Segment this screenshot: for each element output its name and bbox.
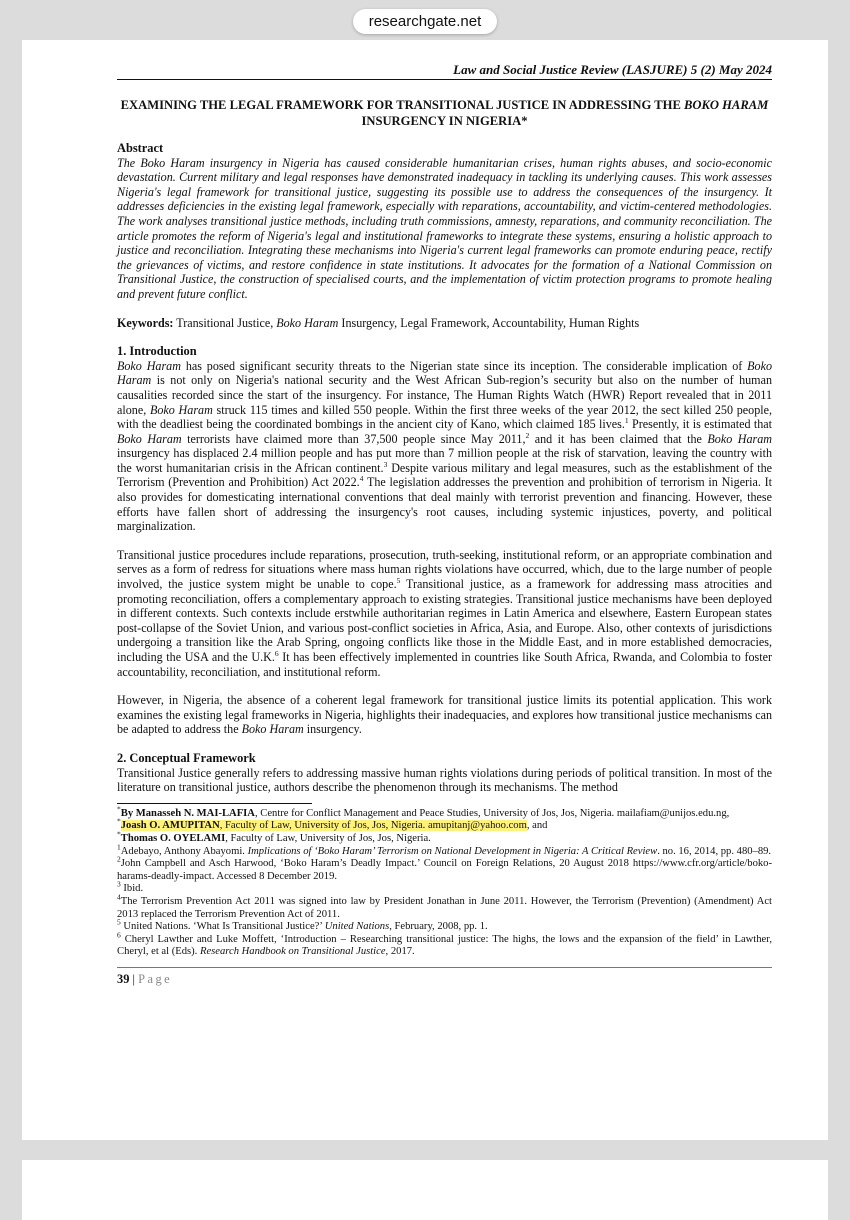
address-bar	[0, 6, 850, 36]
url-pill[interactable]: researchgate.net	[353, 9, 498, 34]
abstract-heading: Abstract	[117, 141, 164, 155]
footnote-3: $^3$ Ibid.	[117, 879, 144, 895]
footnote-author-2: *Joash O. AMUPITAN, Faculty of Law, University of Jos, Jos, Nigeria. amupitanj@yahoo.com, and	[117, 816, 548, 832]
footnote-ref-1[interactable]: 1	[624, 416, 629, 426]
footnote-1: $^1$Adebayo, Anthony Abayomi. Implications of ‘Boko Haram’ Terrorism on National Development in Nigeria: A Critical Review. no. 16, 2014, pp. 480–89.	[117, 842, 772, 857]
intro-paragraph-3: However, in Nigeria, the absence of a coherent legal framework for transitional justice limits its potential application. This work examines the existing legal frameworks in Nigeria, highlights their inadequacies, and explores how transitional justice mechanisms can be adapted to address the Boko Haram insurgency.	[117, 693, 772, 737]
footnote-ref-4[interactable]: 4	[359, 474, 364, 484]
intro-heading: 1. Introduction	[117, 344, 197, 359]
paper-body	[117, 141, 772, 986]
footnote-ref-3[interactable]: 3	[383, 459, 388, 469]
footnote-4: $^4$The Terrorism Prevention Act 2011 was signed into law by President Jonathan in June 2011. However, the Terrorism (Prevention) (Amendment) Act 2013 replaced the Terrorism Prevention Act of 2011.	[117, 892, 772, 920]
paper-title: EXAMINING THE LEGAL FRAMEWORK FOR TRANSITIONAL JUSTICE IN ADDRESSING THE BOKO HARAM INSURGENCY IN NIGERIA*	[120, 98, 769, 128]
footnote-divider	[117, 803, 312, 804]
next-page-edge	[22, 1160, 828, 1220]
journal-header: Law and Social Justice Review (LASJURE) 5 (2) May 2024	[117, 62, 772, 80]
keywords: Keywords: Transitional Justice, Boko Haram Insurgency, Legal Framework, Accountability, Human Rights	[117, 315, 640, 330]
abstract-text: The Boko Haram insurgency in Nigeria has caused considerable humanitarian crises, human rights abuses, and socio-economic devastation. Current military and legal responses have demonstrated inadequacy in tackling its underlying causes. This work assesses Nigeria's legal framework for transitional justice, suggesting its possible use to address the consequences of the insurgency. It addresses deficiencies in the existing legal framework, especially with reparations, accountability, and victim-centered methodologies. The work analyses transitional justice methods, including truth commissions, amnesty, reparations, and community reconciliation. The article promotes the reform of Nigeria's legal and institutional frameworks to integrate these systems, ensuring a holistic approach to justice and reconciliation. Integrating these mechanisms into Nigeria's current legal frameworks can promote enduring peace, rectify the grievances of victims, and restore confidence in state institutions. It advocates for the formation of a National Commission on Transitional Justice, the construction of specialised courts, and the implementation of victim protection programs to promote healing and prevent future conflict.	[117, 155, 772, 301]
footnote-author-3: *Thomas O. OYELAMI, Faculty of Law, University of Jos, Jos, Nigeria.	[117, 829, 431, 844]
page-number: 39	[117, 971, 130, 986]
document-page	[22, 40, 828, 1140]
footnote-6: $^6$ Cheryl Lawther and Luke Moffett, ‘Introduction – Researching transitional justice: The highs, the lows and the expansion of the field’ in Lawther, Cheryl, et al (Eds). Research Handbook on Transitional Justice, 2017.	[117, 930, 772, 958]
highlighted-author-text: Joash O. AMUPITAN, Faculty of Law, University of Jos, Jos, Nigeria. amupitanj@yahoo.com	[120, 820, 527, 832]
conceptual-heading: 2. Conceptual Framework	[117, 750, 256, 765]
intro-paragraph-2: Transitional justice procedures include reparations, prosecution, truth-seeking, institutional reform, or an appropriate combination and serves as a form of redress for situations where mass human rights violations have occurred, which, due to the large number of people involved, the justice system might be unable to cope.$^5$ Transitional justice, as a framework for addressing mass atrocities and promoting reconciliation, offers a complementary approach to existing strategies. Transitional justice mechanisms have been deployed in different contexts. Such contexts include erstwhile authoritarian regimes in Latin America and elsewhere, Eastern European states post-collapse of the Soviet Union, and various post-conflict societies in Africa, Asia, and Europe. Also, other contexts of jurisdictions undergoing a transition like the Arab Spring, ongoing conflicts like those in the Middle East, and in more established democracies, including the USA and the U.K.$^6$ It has been effectively implemented in countries like South Africa, Rwanda, and Colombia to foster accountability, reconciliation, and institutional reform.	[117, 547, 773, 679]
footnote-ref-6[interactable]: 6	[274, 648, 279, 658]
footnote-2: $^2$John Campbell and Asch Harwood, ‘Boko Haram’s Deadly Impact.’ Council on Foreign Relations, 20 August 2018 https://www.cfr.org/article/boko-harams-deadly-impact. Accessed 8 December 2019.	[117, 854, 772, 882]
intro-paragraph-1: Boko Haram has posed significant security threats to the Nigerian state since its inception. The considerable implication of Boko Haram is not only on Nigeria's national security and the West African Sub-region’s security but also on the number of human causalities recorded since the start of the insurgency. For instance, The Human Rights Watch (HWR) Report revealed that in 2011 alone, Boko Haram struck 115 times and killed 550 people. Within the first three weeks of the year 2012, the sect killed 250 people, with the deadliest being the coordinated bombings in the ancient city of Kano, which claimed 185 lives.$^1$ Presently, it is estimated that Boko Haram terrorists have claimed more than 37,500 people since May 2011,$^2$ and it has been claimed that the Boko Haram insurgency has displaced 2.4 million people and has put more than 7 million people at the risk of starvation, leaving the country with the worst humanitarian crisis in the African continent.$^3$ Despite various military and legal measures, such as the establishment of the Terrorism (Prevention and Prohibition) Act 2022.$^4$ The legislation addresses the prevention and prohibition of terrorism in Nigeria. It also provides for domesticating international conventions that deal mainly with terrorist prevention and financing. However, these efforts have fallen short of addressing the insurgency's root causes, including systemic injustices, poverty, and political marginalization.	[117, 358, 773, 534]
footnote-5: $^5$ United Nations. ‘What Is Transitional Justice?’ United Nations, February, 2008, pp. 1.	[117, 917, 488, 933]
footnote-ref-2[interactable]: 2	[525, 430, 530, 440]
footnote-ref-5[interactable]: 5	[396, 576, 401, 585]
conceptual-text: Transitional Justice generally refers to addressing massive human rights violations during periods of political transition. In most of the literature on transitional justice, authors describe the phenomenon through its mechanisms. The method	[117, 765, 772, 795]
footnote-author-1: *By Manasseh N. MAI-LAFIA, Centre for Conflict Management and Peace Studies, University of Jos, Jos, Nigeria. mailafiam@unijos.edu.ng,	[117, 804, 730, 819]
page-footer: 39 | Page	[117, 967, 772, 987]
